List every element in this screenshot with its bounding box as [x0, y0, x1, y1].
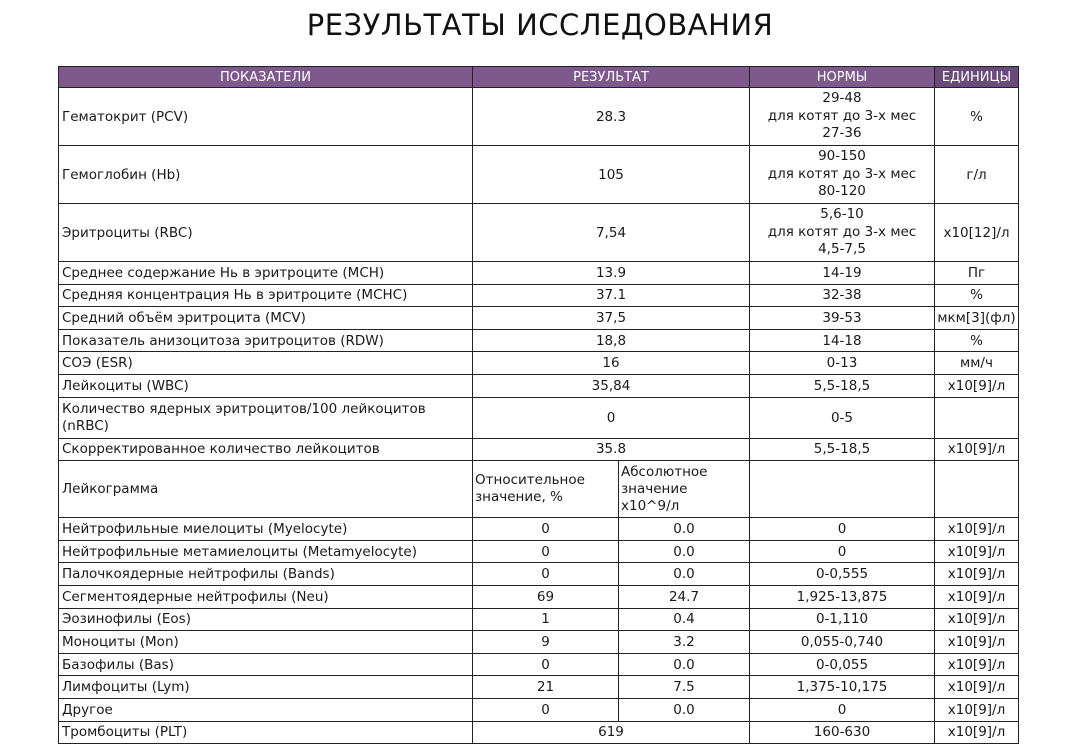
- table-row: [59, 608, 1019, 631]
- row-norm: 32-38: [750, 284, 935, 307]
- empty-unit-cell: [935, 461, 1019, 518]
- row-relative: 1: [473, 608, 619, 631]
- table-row: [59, 352, 1019, 375]
- row-unit: x10[12]/л: [935, 204, 1019, 262]
- row-name-line: (nRBC): [62, 417, 109, 434]
- row-unit: x10[9]/л: [935, 540, 1019, 563]
- absolute-value-header: [619, 461, 750, 518]
- row-norm: 160-630: [750, 721, 935, 744]
- row-relative: 9: [473, 631, 619, 654]
- row-norm: [750, 88, 935, 146]
- empty-norm-cell: [750, 461, 935, 518]
- norm-line: 4,5-7,5: [818, 241, 866, 258]
- row-norm: 0: [750, 540, 935, 563]
- row-unit: мкм[3](фл): [935, 307, 1019, 330]
- row-unit: x10[9]/л: [935, 631, 1019, 654]
- table-row: [59, 397, 1019, 438]
- row-result: 16: [473, 352, 750, 375]
- norm-line: для котят до 3-х мес: [767, 107, 917, 124]
- row-norm: 0: [750, 518, 935, 541]
- row-unit: x10[9]/л: [935, 585, 1019, 608]
- table-row: [59, 540, 1019, 563]
- row-absolute: 7.5: [619, 676, 750, 699]
- table-row: [59, 307, 1019, 330]
- table-row: [59, 585, 1019, 608]
- row-relative: 0: [473, 540, 619, 563]
- row-name: Гемоглобин (Hb): [59, 146, 473, 204]
- table-row: [59, 721, 1019, 744]
- row-relative: 69: [473, 585, 619, 608]
- results-table: [58, 66, 1019, 744]
- table-row: [59, 88, 1019, 146]
- row-norm: 1,375-10,175: [750, 676, 935, 699]
- row-unit: г/л: [935, 146, 1019, 204]
- header-norms: НОРМЫ: [750, 67, 935, 88]
- row-name: Гематокрит (PCV): [59, 88, 473, 146]
- row-norm: 0-0,055: [750, 653, 935, 676]
- row-norm: 1,925-13,875: [750, 585, 935, 608]
- row-norm: 14-19: [750, 262, 935, 285]
- row-unit: %: [935, 329, 1019, 352]
- row-unit: %: [935, 284, 1019, 307]
- row-result: 37,5: [473, 307, 750, 330]
- row-unit: x10[9]/л: [935, 721, 1019, 744]
- leukogram-label: Лейкограмма: [59, 461, 473, 518]
- header-line: Абсолютное: [621, 463, 708, 480]
- row-unit: %: [935, 88, 1019, 146]
- row-name: Лимфоциты (Lym): [59, 676, 473, 699]
- row-relative: 0: [473, 653, 619, 676]
- table-row: [59, 698, 1019, 721]
- table-row: [59, 676, 1019, 699]
- row-name: Показатель анизоцитоза эритроцитов (RDW): [59, 329, 473, 352]
- row-unit: x10[9]/л: [935, 438, 1019, 461]
- row-norm: 0-5: [750, 397, 935, 438]
- row-result: 28.3: [473, 88, 750, 146]
- row-name: Сегментоядерные нейтрофилы (Neu): [59, 585, 473, 608]
- norm-line: 5,6-10: [820, 206, 864, 223]
- row-norm: 0-1,110: [750, 608, 935, 631]
- row-norm: 5,5-18,5: [750, 374, 935, 397]
- norm-line: 27-36: [822, 125, 862, 142]
- row-name: Палочкоядерные нейтрофилы (Bands): [59, 563, 473, 586]
- table-row: [59, 563, 1019, 586]
- row-result: 35,84: [473, 374, 750, 397]
- row-norm: 0: [750, 698, 935, 721]
- row-norm: [750, 204, 935, 262]
- row-absolute: 0.0: [619, 540, 750, 563]
- header-units: ЕДИНИЦЫ: [935, 67, 1019, 88]
- row-unit: x10[9]/л: [935, 374, 1019, 397]
- row-unit: мм/ч: [935, 352, 1019, 375]
- row-result: 7,54: [473, 204, 750, 262]
- row-result: 37.1: [473, 284, 750, 307]
- header-line: значение, %: [475, 489, 563, 506]
- row-unit: x10[9]/л: [935, 698, 1019, 721]
- header-line: x10^9/л: [621, 497, 680, 514]
- row-norm: 39-53: [750, 307, 935, 330]
- row-name: Средняя концентрация Нь в эритроците (MCHC): [59, 284, 473, 307]
- row-absolute: 0.0: [619, 653, 750, 676]
- row-relative: 0: [473, 563, 619, 586]
- row-norm: 14-18: [750, 329, 935, 352]
- row-name: Другое: [59, 698, 473, 721]
- table-row: [59, 518, 1019, 541]
- row-result: 13.9: [473, 262, 750, 285]
- row-absolute: 0.0: [619, 518, 750, 541]
- row-name: Эритроциты (RBC): [59, 204, 473, 262]
- header-result: РЕЗУЛЬТАТ: [473, 67, 750, 88]
- row-name-line: Количество ядерных эритроцитов/100 лейкоцитов: [62, 400, 426, 417]
- row-unit: x10[9]/л: [935, 653, 1019, 676]
- row-norm: 0-0,555: [750, 563, 935, 586]
- row-relative: 0: [473, 698, 619, 721]
- row-name: Скорректированное количество лейкоцитов: [59, 438, 473, 461]
- row-unit: x10[9]/л: [935, 676, 1019, 699]
- row-name: Моноциты (Mon): [59, 631, 473, 654]
- header-line: Относительное: [475, 472, 585, 489]
- row-name: Средний объём эритроцита (MCV): [59, 307, 473, 330]
- row-name: Лейкоциты (WBC): [59, 374, 473, 397]
- row-norm: 5,5-18,5: [750, 438, 935, 461]
- row-result: 105: [473, 146, 750, 204]
- row-norm: 0,055-0,740: [750, 631, 935, 654]
- header-indicator: ПОКАЗАТЕЛИ: [59, 67, 473, 88]
- page-title: РЕЗУЛЬТАТЫ ИССЛЕДОВАНИЯ: [306, 8, 774, 42]
- table-row: [59, 438, 1019, 461]
- row-name: СОЭ (ESR): [59, 352, 473, 375]
- norm-line: 29-48: [822, 90, 862, 107]
- row-name: Базофилы (Bas): [59, 653, 473, 676]
- row-absolute: 0.0: [619, 698, 750, 721]
- table-row: [59, 653, 1019, 676]
- row-name: Среднее содержание Нь в эритроците (MCH): [59, 262, 473, 285]
- row-unit: x10[9]/л: [935, 608, 1019, 631]
- table-row: [59, 329, 1019, 352]
- leukogram-row: [59, 461, 1019, 518]
- row-absolute: 0.0: [619, 563, 750, 586]
- row-result: 0: [473, 397, 750, 438]
- row-absolute: 24.7: [619, 585, 750, 608]
- norm-line: для котят до 3-х мес: [767, 165, 917, 182]
- norm-line: 90-150: [818, 148, 866, 165]
- row-norm: 0-13: [750, 352, 935, 375]
- row-result: 619: [473, 721, 750, 744]
- norm-line: 80-120: [818, 183, 866, 200]
- row-unit: x10[9]/л: [935, 518, 1019, 541]
- row-unit: Пг: [935, 262, 1019, 285]
- row-result: 18,8: [473, 329, 750, 352]
- row-result: 35.8: [473, 438, 750, 461]
- row-relative: 0: [473, 518, 619, 541]
- table-header-row: [59, 67, 1019, 88]
- row-absolute: 3.2: [619, 631, 750, 654]
- header-line: значение: [621, 480, 688, 497]
- table-row: [59, 284, 1019, 307]
- row-absolute: 0.4: [619, 608, 750, 631]
- row-name: Нейтрофильные миелоциты (Myelocyte): [59, 518, 473, 541]
- table-row: [59, 374, 1019, 397]
- row-name: Эозинофилы (Eos): [59, 608, 473, 631]
- row-name: Тромбоциты (PLT): [59, 721, 473, 744]
- relative-value-header: [473, 461, 619, 518]
- table-row: [59, 631, 1019, 654]
- norm-line: для котят до 3-х мес: [767, 223, 917, 240]
- row-unit: x10[9]/л: [935, 563, 1019, 586]
- row-name: Нейтрофильные метамиелоциты (Metamyelocyte): [59, 540, 473, 563]
- table-row: [59, 146, 1019, 204]
- table-row: [59, 262, 1019, 285]
- row-norm: [750, 146, 935, 204]
- row-relative: 21: [473, 676, 619, 699]
- row-unit: [935, 397, 1019, 438]
- row-name: [59, 397, 473, 438]
- table-row: [59, 204, 1019, 262]
